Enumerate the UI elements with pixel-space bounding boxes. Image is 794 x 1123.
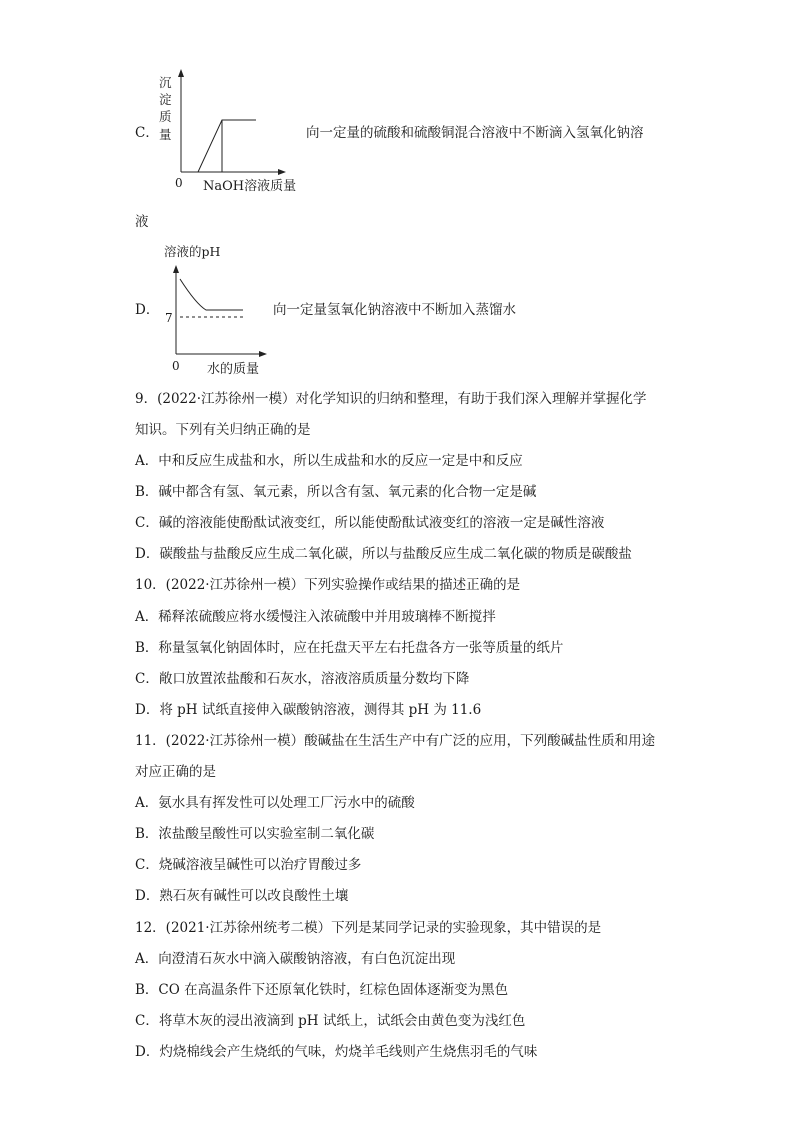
q10-stem: 10．(2022·江苏徐州一模）下列实验操作或结果的描述正确的是 (135, 577, 521, 593)
graph-d-y-arrow (173, 265, 179, 273)
q11-option-d: D．熟石灰有碱性可以改良酸性土壤 (135, 888, 349, 904)
graph-c-origin: 0 (175, 176, 183, 190)
q11-option-b: B．浓盐酸呈酸性可以实验室制二氧化碳 (135, 826, 375, 842)
graph-c-ylabel-1: 沉 (159, 75, 172, 90)
graph-d-ylabel: 溶液的pH (164, 244, 221, 259)
q11-stem-line1: 11．(2022·江苏徐州一模）酸碱盐在生活生产中有广泛的应用，下列酸碱盐性质和用途 (135, 733, 656, 749)
graph-d-xlabel: 水的质量 (207, 362, 260, 377)
graph-d-origin: 0 (172, 359, 180, 373)
graph-c-xlabel: NaOH溶液质量 (203, 179, 297, 194)
q9-option-c: C．碱的溶液能使酚酞试液变红，所以能使酚酞试液变红的溶液一定是碱性溶液 (135, 515, 605, 531)
graph-c-ylabel-2: 淀 (159, 92, 172, 107)
opt-c-desc-cont: 液 (135, 214, 149, 230)
opt-d-desc: 向一定量氢氧化钠溶液中不断加入蒸馏水 (273, 302, 516, 318)
q12-option-c: C．将草木灰的浸出液滴到 pH 试纸上，试纸会由黄色变为浅红色 (135, 1013, 526, 1029)
q12-stem: 12．(2021·江苏徐州统考二模）下列是某同学记录的实验现象，其中错误的是 (135, 920, 602, 936)
opt-c-letter: C． (135, 125, 159, 141)
opt-c-desc: 向一定量的硫酸和硫酸铜混合溶液中不断滴入氢氧化钠溶 (306, 125, 644, 141)
graph-c-ylabel-3: 质 (159, 109, 172, 124)
q9-option-a: A．中和反应生成盐和水，所以生成盐和水的反应一定是中和反应 (135, 453, 523, 469)
q9-stem-line2: 知识。下列有关归纳正确的是 (135, 422, 311, 438)
q10-option-c: C．敞口放置浓盐酸和石灰水，溶液溶质质量分数均下降 (135, 671, 470, 687)
q9-option-b: B．碱中都含有氢、氧元素，所以含有氢、氧元素的化合物一定是碱 (135, 484, 537, 500)
q11-option-c: C．烧碱溶液呈碱性可以治疗胃酸过多 (135, 857, 362, 873)
q9-stem-line1: 9．(2022·江苏徐州一模）对化学知识的归纳和整理，有助于我们深入理解并掌握化学 (135, 391, 647, 407)
graph-d-x-arrow (259, 351, 267, 357)
graph-c-ylabel-4: 量 (159, 127, 172, 142)
q10-option-a: A．稀释浓硫酸应将水缓慢注入浓硫酸中并用玻璃棒不断搅拌 (135, 609, 496, 625)
q9-option-d: D．碳酸盐与盐酸反应生成二氧化碳，所以与盐酸反应生成二氧化碳的物质是碳酸盐 (135, 546, 632, 562)
q12-option-a: A．向澄清石灰水中滴入碳酸钠溶液，有白色沉淀出现 (135, 951, 456, 967)
q10-option-d: D．将 pH 试纸直接伸入碳酸钠溶液，测得其 pH 为 11.6 (135, 702, 482, 718)
opt-d-letter: D． (135, 302, 160, 318)
q12-option-d: D．灼烧棉线会产生烧纸的气味，灼烧羊毛线则产生烧焦羽毛的气味 (135, 1044, 538, 1060)
q10-option-b: B．称量氢氧化钠固体时，应在托盘天平左右托盘各方一张等质量的纸片 (135, 640, 564, 656)
q12-option-b: B．CO 在高温条件下还原氧化铁时，红棕色固体逐渐变为黑色 (135, 982, 509, 998)
q11-option-a: A．氨水具有挥发性可以处理工厂污水中的硫酸 (135, 795, 415, 811)
graph-d-seven: 7 (165, 311, 173, 325)
q11-stem-line2: 对应正确的是 (135, 764, 216, 780)
graph-d-curve (180, 279, 243, 310)
